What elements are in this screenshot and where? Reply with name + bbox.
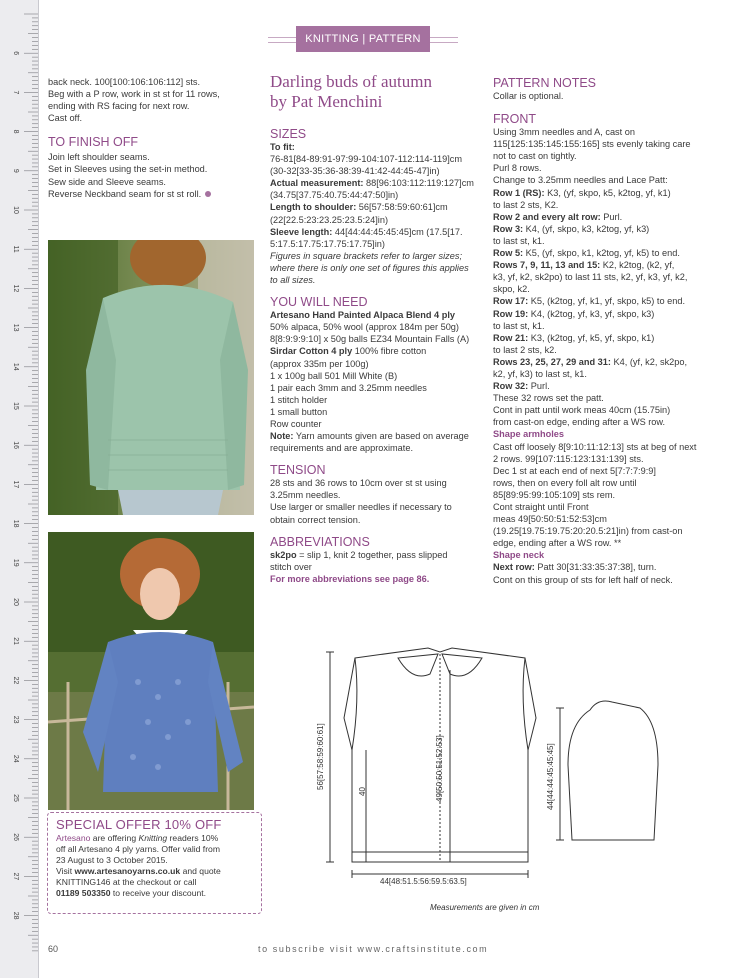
text-line: 8[8:9:9:9:10] x 50g balls EZ34 Mountain Falls (A) (270, 334, 470, 345)
ruler-number: 20 (12, 598, 19, 606)
ruler-number: 17 (12, 480, 19, 489)
width-label: 44[48:51.5:56:59.5:63.5] (380, 877, 467, 886)
sleeve-length-label: 44[44:44:45:45:45] (546, 743, 555, 810)
ruler-ticks (0, 0, 38, 978)
text-line: obtain correct tension. (270, 514, 361, 525)
row-label: Row 19: (493, 308, 529, 319)
measurements-caption: Measurements are given in cm (430, 903, 540, 912)
text-line: stitch over (270, 561, 312, 572)
ruler-number: 7 (12, 90, 19, 95)
ruler-number: 21 (12, 637, 19, 646)
pattern-row-line (493, 356, 713, 368)
text-line: Use larger or smaller needles if necessary to (270, 502, 452, 513)
ruler-number: 6 (12, 51, 19, 56)
text-line: 1 small button (270, 406, 328, 417)
offer-text (56, 833, 256, 900)
ruler-number: 18 (12, 519, 19, 528)
label: To fit: (270, 142, 295, 152)
row-text: K3, (yf, skpo, k5, k2tog, yf, k1) (544, 187, 671, 198)
text-span: readers 10% (167, 833, 219, 843)
ruler-number: 25 (12, 794, 19, 802)
text-line: 23 August to 3 October 2015. (56, 855, 168, 866)
text-line: requirements and are approximate. (270, 443, 413, 454)
text-line: 1 pair each 3mm and 3.25mm needles (270, 382, 427, 393)
row-label: Row 32: (493, 381, 529, 392)
pattern-row-line (493, 368, 713, 380)
ruler-number: 28 (12, 911, 19, 920)
abbreviations-heading: ABBREVIATIONS (270, 534, 370, 549)
ruler-number: 15 (12, 402, 19, 410)
finish-heading: TO FINISH OFF (48, 135, 139, 150)
row-text: to last st, k1. (493, 235, 545, 246)
row-text: to last 2 sts, k2. (493, 344, 557, 355)
header-banner: KNITTING | PATTERN INSTRUCTIONS (296, 26, 430, 52)
text-line: Cast off. (48, 113, 83, 124)
row-text: k2, yf, k3) to last st, k1. (493, 368, 587, 379)
row-text: K4, (yf, skpo, k3, k2tog, yf, k3) (523, 223, 650, 234)
pattern-row-line (493, 320, 713, 332)
row-label: Rows 7, 9, 11, 13 and 15: (493, 260, 601, 271)
text-line: 1 stitch holder (270, 394, 328, 405)
armhole-length-label: 49[50:50:51:52:53] (435, 735, 444, 802)
text-line: from cast-on edge, ending after a WS row. (493, 417, 666, 428)
row-label: Row 17: (493, 296, 529, 307)
row-text: to last st, k1. (493, 320, 545, 331)
text-line: Sew side and Sleeve seams. (48, 176, 166, 187)
text-line: Purl 8 rows. (493, 163, 542, 174)
text-span: are offering (90, 833, 139, 843)
page-number: 60 (48, 944, 59, 954)
row-text: K2, k2tog, (k2, yf, (600, 260, 675, 271)
text-line: Beg with a P row, work in st st for 11 rows, (48, 89, 220, 100)
offer-brand: Artesano (56, 833, 91, 843)
pattern-row-line (493, 235, 713, 247)
pattern-row-line (493, 283, 713, 295)
text-line: Collar is optional. (493, 91, 564, 101)
ruler-number: 10 (12, 206, 19, 214)
pattern-row-line (493, 308, 713, 320)
text-line: Cast off loosely 8[9:10:11:12:13] sts at beg of next (493, 441, 697, 452)
text-line: 2 rows. 99[107:115:123:131:139] sts. (493, 453, 644, 464)
ruler-number: 8 (12, 129, 19, 134)
text-span: 88[96:103:112:119:127]cm (363, 178, 474, 189)
text-span: Patt 30[31:33:35:37:38], turn. (534, 562, 657, 573)
text-line: Figures in square brackets refer to larger sizes; (270, 250, 462, 261)
schematic-drawing (300, 630, 680, 920)
pattern-row-line (493, 271, 713, 283)
text-line: Set in Sleeves using the set-in method. (48, 164, 208, 175)
pattern-row-line (493, 247, 713, 259)
footer-subscribe: to subscribe visit www.craftsinstitute.com (258, 944, 489, 954)
row-text: K4, (yf, k2, sk2po, (610, 356, 688, 367)
ruler-number: 23 (12, 715, 19, 724)
row-label: Row 5: (493, 248, 524, 259)
row-text: K4, (k2tog, yf, k3, yf, skpo, k3) (528, 308, 655, 319)
text-line: Cont in patt until work meas 40cm (15.75in) (493, 405, 671, 416)
row-text: Purl. (600, 211, 623, 222)
text-line: back neck. 100[100:106:106:112] sts. (48, 77, 201, 87)
length-to-shoulder-label: 56[57:58:59:60:61] (316, 723, 325, 790)
text-line: Row counter (270, 418, 322, 429)
yarn-name: Artesano Hand Painted Alpaca Blend 4 ply (270, 310, 455, 321)
pattern-row-line (493, 199, 713, 211)
pattern-row-line (493, 380, 713, 392)
offer-website-link[interactable]: www.artesanoyarns.co.uk (74, 866, 181, 877)
sizes-heading: SIZES (270, 127, 307, 141)
ruler-number: 14 (12, 362, 19, 371)
pattern-row-line (493, 211, 713, 223)
pattern-row-line (493, 295, 713, 307)
column-1 (48, 76, 253, 200)
text-line: Change to 3.25mm needles and Lace Patt: (493, 175, 668, 186)
header-subsection: PATTERN INSTRUCTIONS (319, 33, 421, 71)
text-line: rows, then on every foll alt row until (493, 477, 637, 488)
label: Length to shoulder: (270, 202, 357, 213)
text-line: 3.25mm needles. (270, 490, 341, 501)
row-label: Row 3: (493, 223, 524, 234)
column-2 (270, 72, 482, 585)
text-span: Knitting (138, 833, 168, 843)
text-span: 100% fibre cotton (352, 346, 427, 357)
text-span: to receive your discount. (110, 888, 207, 899)
row-text: K5, (yf, skpo, k1, k2tog, yf, k5) to end. (523, 248, 680, 259)
photo-cardigan-back (48, 240, 254, 515)
body-length-label: 40 (358, 787, 367, 796)
pattern-row-line (493, 187, 713, 199)
text-line: 76-81[84-89:91-97:99-104:107-112:114-119]cm (270, 154, 463, 165)
text-line: Using 3mm needles and A, cast on (493, 127, 635, 138)
text-span: Visit (56, 866, 75, 877)
ruler-number: 22 (12, 676, 19, 685)
row-text: K3, (k2tog, yf, k5, yf, skpo, k1) (528, 332, 655, 343)
text-span: and quote (180, 866, 221, 877)
row-label: Row 1 (RS): (493, 187, 545, 198)
text-line: (approx 335m per 100g) (270, 358, 369, 369)
header-section: KNITTING (305, 33, 360, 45)
text-line: (30-32[33-35:36-38:39-41:42-44:45-47]in) (270, 166, 440, 177)
text-line: not to cast on tightly. (493, 151, 577, 162)
pattern-row-line (493, 223, 713, 235)
label: Actual measurement: (270, 178, 364, 189)
pattern-row-line (493, 259, 713, 271)
ruler-number: 9 (12, 168, 19, 173)
text-span: 44[44:44:45:45:45]cm (17.5[17. (332, 226, 463, 237)
pattern-notes-heading: PATTERN NOTES (493, 76, 597, 90)
text-line: (34.75[37.75:40.75:44:47:50]in) (270, 190, 399, 201)
row-label: Row 21: (493, 332, 529, 343)
text-line: where there is only one set of figures this applies (270, 262, 469, 273)
text-line: These 32 rows set the patt. (493, 393, 604, 404)
text-line: Cont straight until Front (493, 502, 589, 512)
label: Sleeve length: (270, 226, 333, 237)
text-line: 50% alpaca, 50% wool (approx 184m per 50g) (270, 322, 459, 333)
text-span: = slip 1, knit 2 together, pass slipped (296, 549, 448, 560)
ruler-number: 11 (12, 245, 19, 253)
text-line: Join left shoulder seams. (48, 152, 150, 163)
measuring-ruler (0, 0, 39, 978)
ruler-number: 27 (12, 872, 19, 881)
text-line: (19.25[19.75:19.75:20:20.5:21]in) from cast-on (493, 526, 683, 537)
ruler-number: 24 (12, 754, 19, 763)
lace-pattern-rows (493, 187, 713, 393)
more-abbreviations-link[interactable]: For more abbreviations see page 86. (270, 573, 430, 584)
shape-neck-heading: Shape neck (493, 550, 545, 561)
text-line: Reverse Neckband seam for st st roll. (48, 188, 202, 199)
pattern-title: Darling buds of autumn (270, 72, 432, 91)
ruler-number: 19 (12, 558, 19, 567)
text-line: ending with RS facing for next row. (48, 101, 190, 112)
label: sk2po (270, 549, 297, 560)
ruler-number: 13 (12, 323, 19, 332)
text-line: 28 sts and 36 rows to 10cm over st st using (270, 478, 447, 489)
row-text: Purl. (528, 381, 550, 392)
row-text: skpo, k2. (493, 284, 530, 295)
tension-heading: TENSION (270, 463, 326, 478)
text-line: 5:17.5:17.75:17.75:17.75]in) (270, 238, 385, 249)
pattern-row-line (493, 332, 713, 344)
end-bullet-icon (205, 191, 211, 197)
special-offer-box (47, 812, 262, 914)
pattern-row-line (493, 344, 713, 356)
shape-armholes-heading: Shape armholes (493, 429, 564, 440)
row-label: Rows 23, 25, 27, 29 and 31: (493, 356, 611, 367)
photo-sweater-front (48, 532, 254, 810)
offer-phone: 01189 503350 (56, 888, 111, 899)
row-text: k3, yf, k2, sk2po) to last 11 sts, k2, yf, k3, yf, k2, (493, 272, 688, 283)
column-3 (493, 76, 713, 586)
front-heading: FRONT (493, 112, 537, 127)
offer-title: SPECIAL OFFER 10% OFF (56, 817, 222, 832)
pattern-author: by Pat Menchini (270, 92, 383, 111)
ruler-number: 12 (12, 284, 19, 293)
row-text: to last 2 sts, K2. (493, 199, 559, 210)
text-span: 56[57:58:59:60:61]cm (356, 202, 448, 213)
section-header (268, 26, 458, 71)
row-text: K5, (k2tog, yf, k1, yf, skpo, k5) to end. (528, 296, 686, 307)
text-line: Cont on this group of sts for left half of neck. (493, 574, 673, 585)
row-label: Row 2 and every alt row: (493, 211, 601, 222)
text-line: edge, ending after a WS row. ** (493, 538, 622, 549)
label: Note: (270, 431, 294, 442)
ruler-number: 16 (12, 441, 19, 450)
label: Next row: (493, 562, 535, 573)
text-line: off all Artesano 4 ply yarns. Offer valid from (56, 844, 220, 855)
text-line: Dec 1 st at each end of next 5[7:7:7:9:9] (493, 465, 656, 476)
text-line: KNITTING146 at the checkout or call (56, 877, 197, 888)
text-line: meas 49[50:50:51:52:53]cm (493, 514, 607, 525)
text-line: 115[125:135:145:155:165] sts evenly taking care (493, 139, 691, 150)
text-line: to all sizes. (270, 275, 316, 286)
ruler-number: 26 (12, 833, 19, 842)
yarn-name: Sirdar Cotton 4 ply (270, 346, 353, 357)
measurement-schematic (300, 630, 680, 925)
text-line: 1 x 100g ball 501 Mill White (B) (270, 370, 398, 381)
text-line: (22[22.5:23:23.25:23.5:24]in) (270, 214, 388, 225)
text-span: Yarn amounts given are based on average (293, 431, 469, 442)
text-line: 85[89:95:99:105:109] sts rem. (493, 489, 616, 500)
you-will-need-heading: YOU WILL NEED (270, 295, 368, 310)
